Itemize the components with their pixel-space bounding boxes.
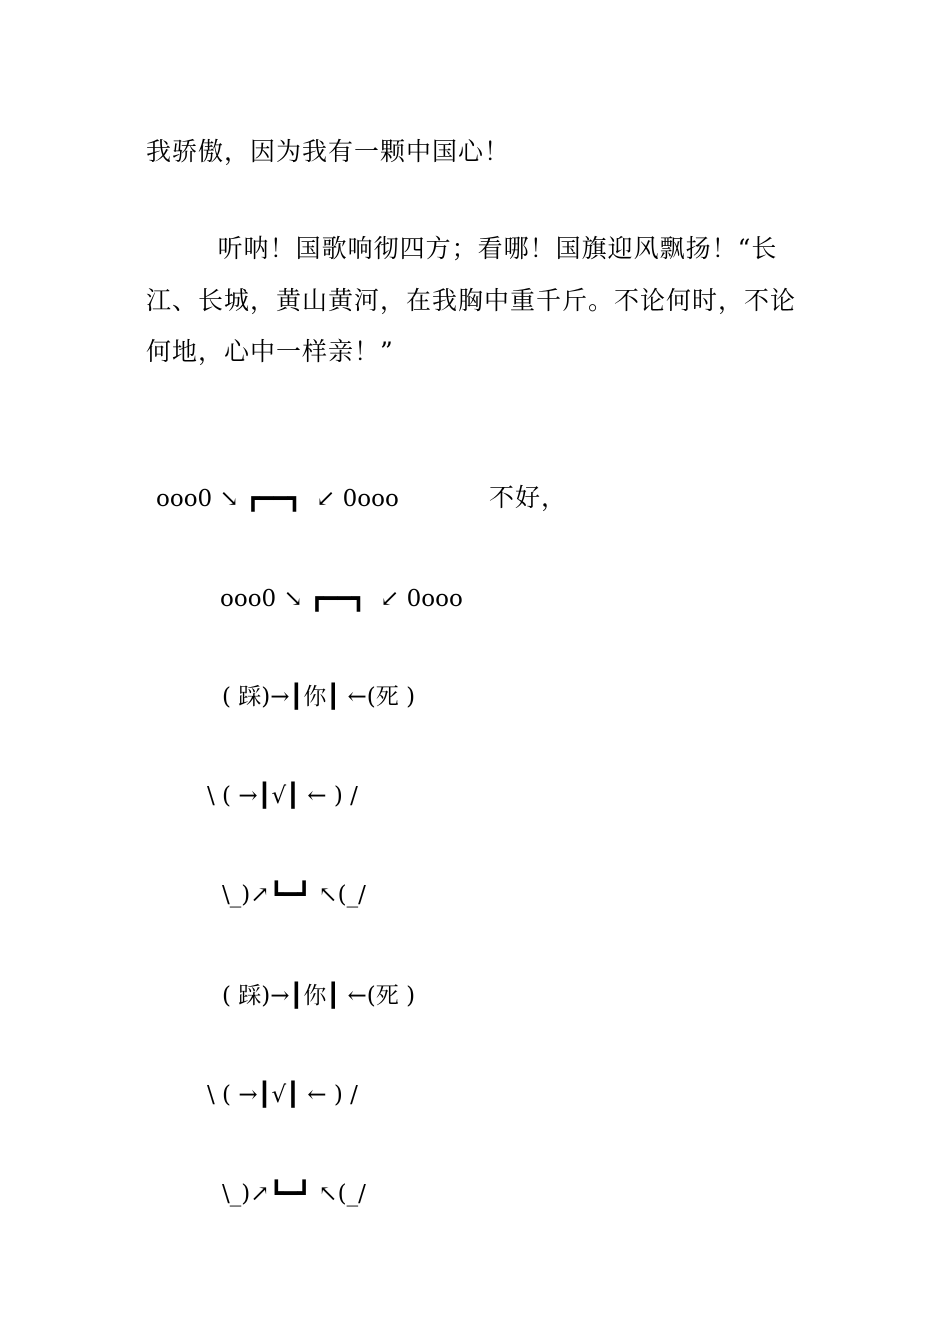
paragraph-2-line-1: 听呐！国歌响彻四方；看哪！国旗迎风飘扬！“长	[146, 234, 778, 263]
ascii-art-row-2: ooo0 ↘ ┏━━┓ ↙ 0ooo	[220, 586, 463, 612]
paragraph-2-line-2: 江、长城，黄山黄河，在我胸中重千斤。不论何时，不论	[146, 286, 797, 315]
ascii-art-row-1: ooo0 ↘ ┏━━┓ ↙ 0ooo	[156, 486, 399, 512]
ascii-art-row-5: \_)↗┗━┛ ↖(_/	[222, 882, 366, 908]
ascii-art-row-4: \ ( →┃√┃ ← ) /	[207, 783, 358, 809]
paragraph-2-line-3: 何地，心中一样亲！”	[146, 337, 394, 366]
ascii-art-row-7: \ ( →┃√┃ ← ) /	[207, 1082, 358, 1108]
ascii-art-caption: 不好，	[489, 483, 568, 512]
ascii-art-row-3: ( 踩)→┃你┃ ←(死 )	[222, 684, 416, 710]
paragraph-1: 我骄傲，因为我有一颗中国心！	[146, 137, 511, 166]
ascii-art-row-6: ( 踩)→┃你┃ ←(死 )	[222, 983, 416, 1009]
ascii-art-row-8: \_)↗┗━┛ ↖(_/	[222, 1181, 366, 1207]
